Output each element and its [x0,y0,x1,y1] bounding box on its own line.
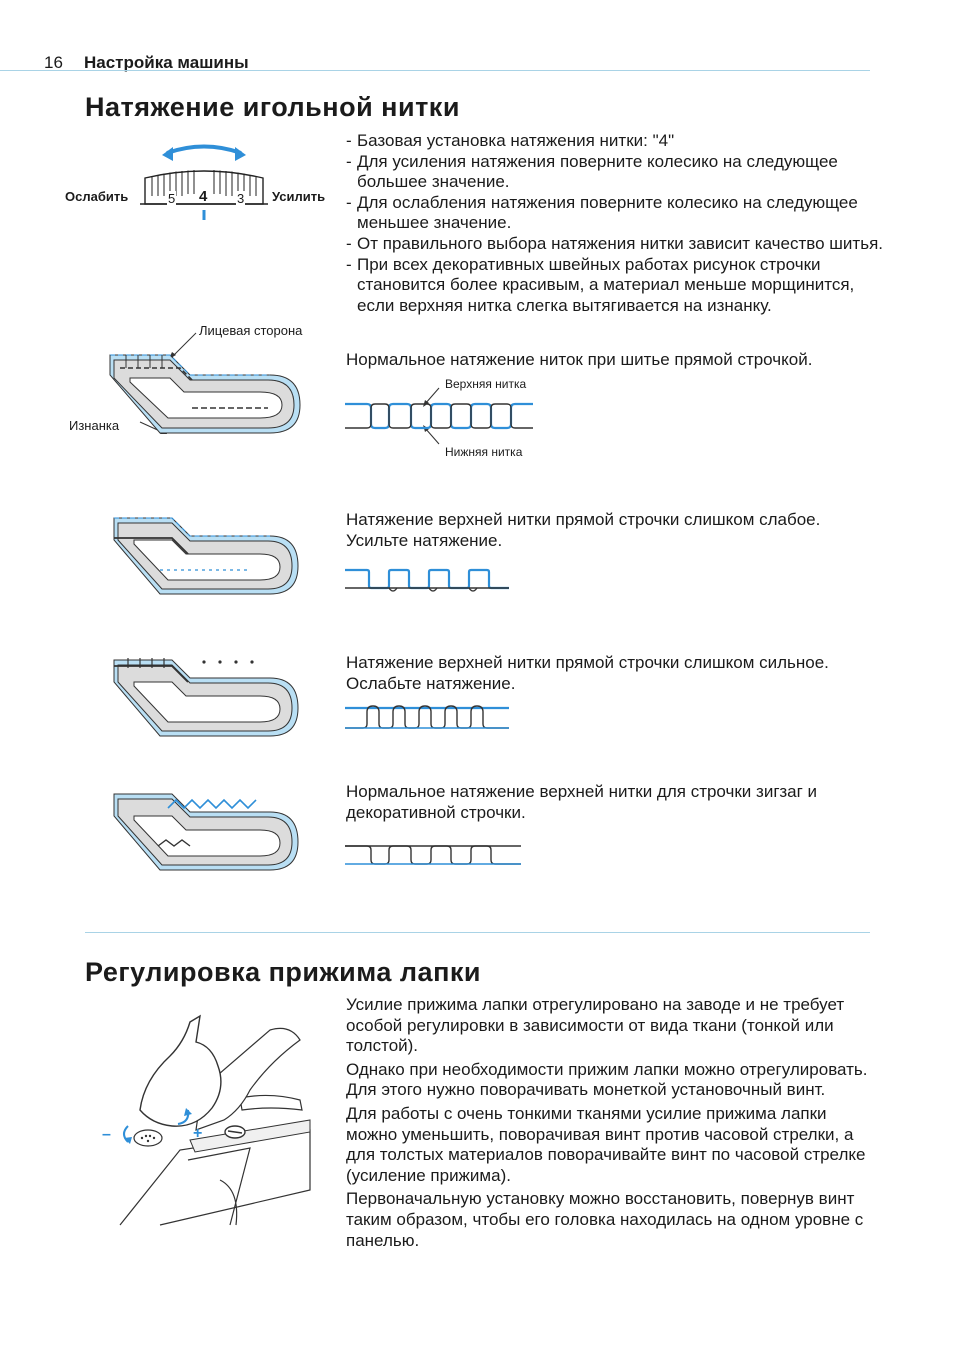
fabric-zigzag-illustration [100,786,305,876]
fabric-reverse-label: Изнанка [69,418,120,433]
dial-scale-4: 4 [199,188,208,205]
case-normal-text: Нормальное натяжение ниток при шитье прямой строчкой. [346,350,813,369]
pressure-paragraph: Усилие прижима лапки отрегулировано на заводе и не требует особой регулировки в зависимости от вида ткани (тонкой или толстой). [346,995,845,1056]
upper-thread-label: Верхняя нитка [445,377,527,391]
thread-diagram-normal [345,384,535,446]
chapter-title: Настройка машины [84,53,249,72]
presser-screw-illustration [100,1010,315,1235]
fabric-face-label: Лицевая сторона [199,323,303,338]
coin-icon [134,1130,162,1146]
section-divider [85,932,870,933]
thread-diagram-zigzag [345,840,527,872]
tension-bullet: - Для усиления натяжения поверните колесико на следующее большее значение. [346,152,886,193]
fabric-normal-illustration [100,330,305,440]
pressure-paragraph: Однако при необходимости прижим лапки можно отрегулировать. Для этого нужно поворачивать монеткой установочный винт. [346,1059,868,1100]
section-title-tension: Натяжение игольной нитки [85,92,460,122]
tension-bullet-list [346,131,886,316]
thread-diagram-tight [345,700,515,736]
dial-scale-5: 5 [168,191,176,206]
tension-bullet: - От правильного выбора натяжения нитки зависит качество шитья. [346,234,886,255]
section-title-pressure: Регулировка прижима лапки [85,957,481,987]
fabric-tight-illustration [100,652,305,742]
minus-sign: – [102,1126,111,1143]
pressure-paragraphs [346,995,876,1254]
pressure-paragraph: Для работы с очень тонкими тканями усилие прижима лапки можно уменьшить, поворачивая винт против часовой стрелки, а для толстых материалов поворачивайте винт по часовой стрелке (усиление прижима). [346,1103,866,1185]
pressure-paragraph: Первоначальную установку можно восстановить, повернув винт таким образом, чтобы его головка находилась на одном уровне с панелью. [346,1189,864,1250]
tension-dial-illustration [140,138,270,224]
lower-thread-label: Нижняя нитка [445,445,523,459]
case-loose-text: Натяжение верхней нитки прямой строчки слишком слабое. Усильте натяжение. [346,510,821,550]
plus-sign: + [193,1125,203,1142]
tension-bullet: - При всех декоративных швейных работах рисунок строчки становится более красивым, а материал меньше морщинится, если верхняя нитка слегка вытягивается на изнанку. [346,255,886,317]
case-tight-text: Натяжение верхней нитки прямой строчки слишком сильное. Ослабьте натяжение. [346,653,829,693]
dial-loosen-label: Ослабить [65,189,129,204]
tension-bullet: - Для ослабления натяжения поверните колесико на следующее меньшее значение. [346,193,886,234]
tension-bullet: - Базовая установка натяжения нитки: "4" [346,131,886,152]
rotate-arrow-icon [167,147,241,154]
fabric-loose-illustration [100,510,305,600]
dial-scale-3: 3 [237,191,245,206]
header-rule [0,70,870,71]
thread-diagram-loose [345,560,515,600]
dial-tighten-label: Усилить [272,189,326,204]
page-number: 16 [44,53,63,72]
case-zigzag-text: Нормальное натяжение верхней нитки для строчки зигзаг и декоративной строчки. [346,782,817,822]
